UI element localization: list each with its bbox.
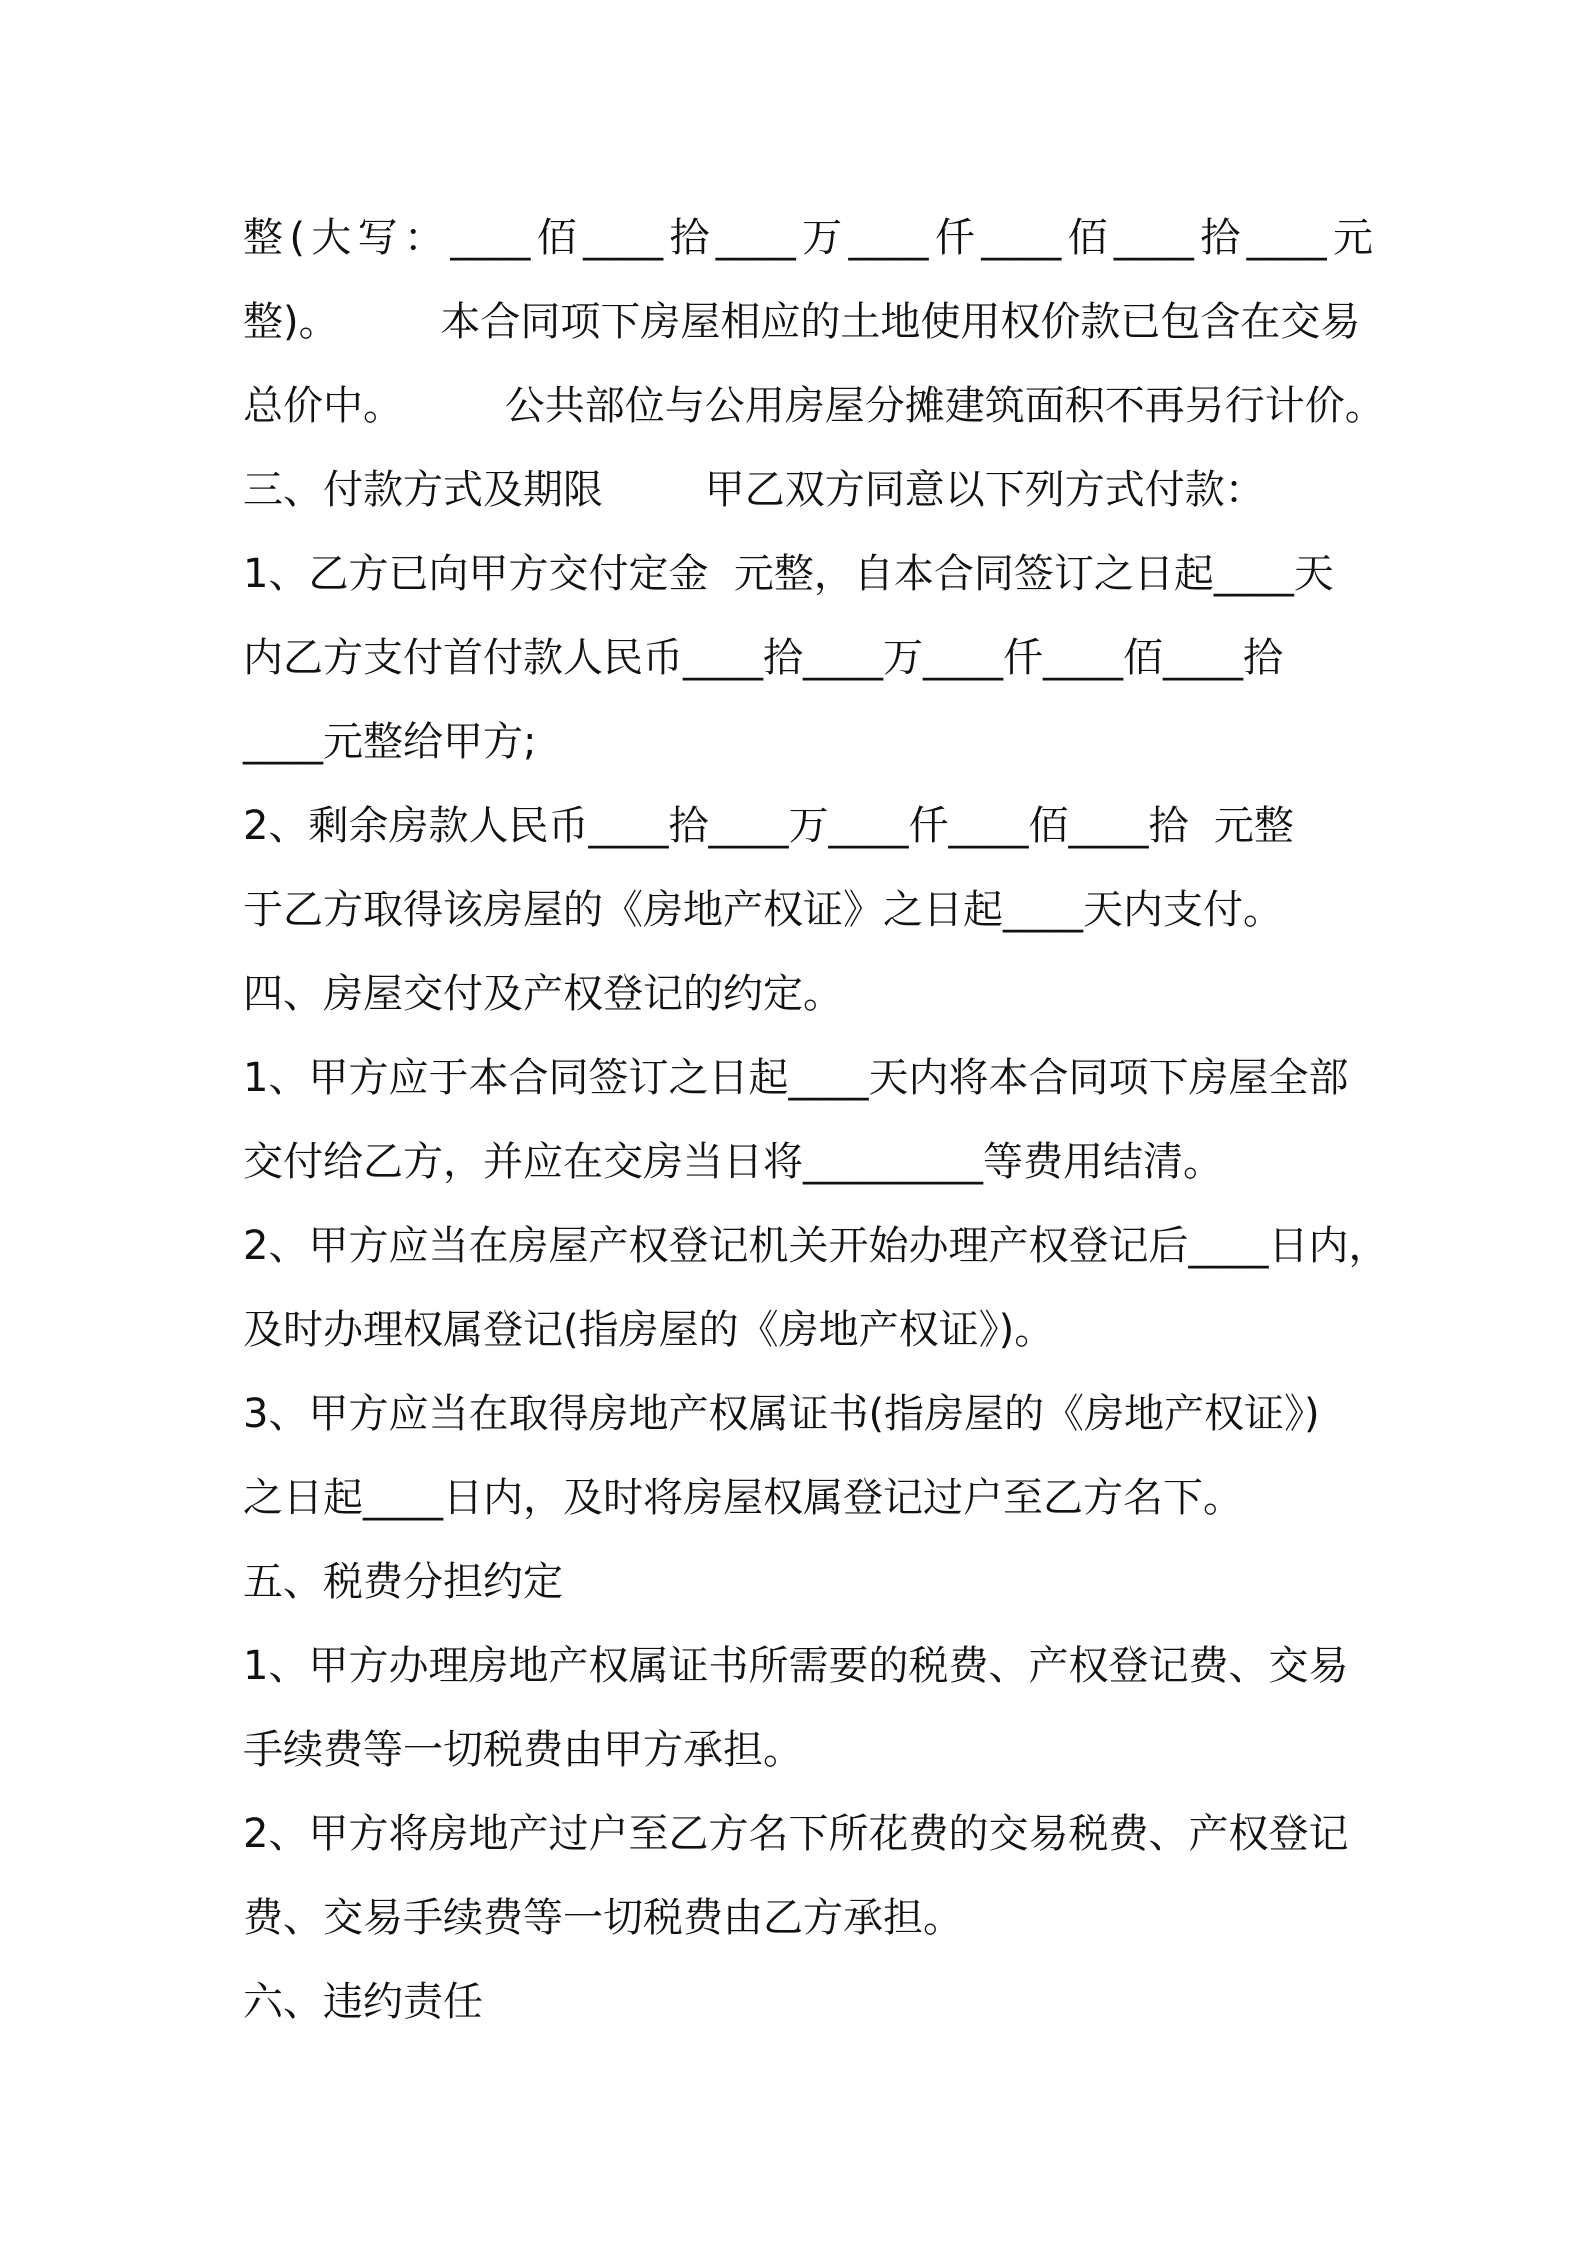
text-line: 整(大写：____佰____拾____万____仟____佰____拾____元 xyxy=(243,215,1373,261)
text-line: 2、甲方将房地产过户至乙方名下所花费的交易税费、产权登记 xyxy=(243,1811,1349,1857)
text-line: 2、甲方应当在房屋产权登记机关开始办理产权登记后____日内， xyxy=(243,1223,1389,1269)
text-line: 2、剩余房款人民币____拾____万____仟____佰____拾 元整 xyxy=(243,803,1294,849)
text-line: 内乙方支付首付款人民币____拾____万____仟____佰____拾 xyxy=(243,635,1283,681)
text-line: 手续费等一切税费由甲方承担。 xyxy=(243,1727,803,1773)
text-line: 交付给乙方，并应在交房当日将_________等费用结清。 xyxy=(243,1139,1223,1185)
text-line: 之日起____日内，及时将房屋权属登记过户至乙方名下。 xyxy=(243,1475,1243,1521)
section-heading: 三、付款方式及期限 甲乙双方同意以下列方式付款： xyxy=(243,467,1265,513)
section-heading: 四、房屋交付及产权登记的约定。 xyxy=(243,971,843,1017)
text-line: 整)。 本合同项下房屋相应的土地使用权价款已包含在交易 xyxy=(243,299,1361,345)
text-line: ____元整给甲方; xyxy=(243,719,537,765)
text-line: 总价中。 公共部位与公用房屋分摊建筑面积不再另行计价。 xyxy=(243,383,1385,429)
text-line: 3、甲方应当在取得房地产权属证书(指房屋的《房地产权证》) xyxy=(243,1391,1320,1437)
text-line: 1、乙方已向甲方交付定金 元整，自本合同签订之日起____天 xyxy=(243,551,1334,597)
section-heading: 五、税费分担约定 xyxy=(243,1559,563,1605)
text-line: 及时办理权属登记(指房屋的《房地产权证》)。 xyxy=(243,1307,1055,1353)
text-line: 于乙方取得该房屋的《房地产权证》之日起____天内支付。 xyxy=(243,887,1283,933)
text-line: 1、甲方应于本合同签订之日起____天内将本合同项下房屋全部 xyxy=(243,1055,1349,1101)
text-line: 费、交易手续费等一切税费由乙方承担。 xyxy=(243,1895,963,1941)
contract-text xyxy=(243,196,1389,2044)
text-line: 1、甲方办理房地产权属证书所需要的税费、产权登记费、交易 xyxy=(243,1643,1349,1689)
section-heading: 六、违约责任 xyxy=(243,1979,483,2025)
